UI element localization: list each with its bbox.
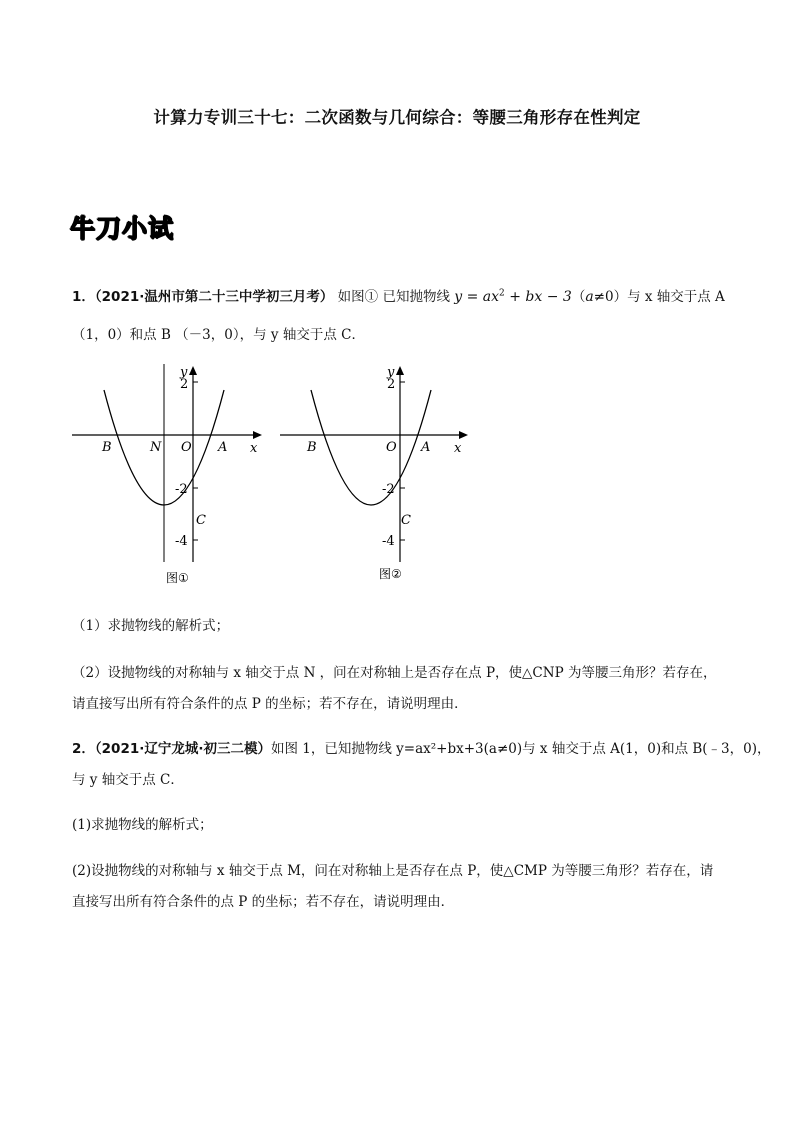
- fig1-caption: 图①: [166, 571, 189, 585]
- fig1-tick-label-2: 2: [180, 377, 189, 392]
- fig2-label-C: C: [401, 513, 411, 528]
- fig1-tick-label-m4: -4: [175, 534, 188, 549]
- q2-line2: 与 y 轴交于点 C．: [72, 772, 184, 788]
- formula-ax: ax: [482, 289, 500, 305]
- formula-eq: =: [462, 289, 483, 305]
- q1-cond-open: （: [571, 289, 586, 305]
- fig2-tick-label-m2: -2: [382, 482, 395, 497]
- fig2-caption: 图②: [379, 567, 402, 581]
- q2-source: （2021·辽宁龙城·初三二模）: [94, 741, 271, 757]
- q1-cond-rest: ≠0）与 x 轴交于点 A: [593, 289, 725, 305]
- fig2-tick-label-m4: -4: [382, 534, 395, 549]
- figure-1: [68, 362, 268, 587]
- fig1-label-y: y: [180, 365, 188, 380]
- q2-part2-a: (2)设抛物线的对称轴与 x 轴交于点 M，问在对称轴上是否存在点 P，使△CMP 为等腰三角形？若存在，请: [72, 863, 714, 879]
- q1-source: （2021·温州市第二十三中学初三月考）: [94, 289, 334, 305]
- fig2-label-x: x: [454, 441, 462, 456]
- q1-text-a: 如图① 已知抛物线: [333, 289, 455, 305]
- formula-exp: 2: [499, 288, 505, 299]
- q2-line1: [72, 737, 771, 757]
- fig2-y-arrow: [396, 366, 404, 375]
- q1-line2: （1，0）和点 B （－3，0），与 y 轴交于点 C．: [72, 327, 365, 343]
- fig1-label-B: B: [102, 440, 112, 455]
- formula-y: y: [454, 289, 463, 305]
- q2-part1: (1)求抛物线的解析式；: [72, 817, 213, 833]
- fig2-parabola: [311, 390, 431, 505]
- q2-number: 2．: [72, 741, 95, 757]
- fig1-label-N: N: [150, 440, 162, 455]
- q1-part2-a: （2）设抛物线的对称轴与 x 轴交于点 N ，问在对称轴上是否存在点 P，使△CNP 为等腰三角形？若存在，: [72, 665, 717, 681]
- fig1-label-O: O: [181, 440, 192, 455]
- fig1-y-arrow: [189, 366, 197, 375]
- q1-cond-a: a: [585, 289, 594, 305]
- fig1-label-A: A: [218, 440, 228, 455]
- fig1-label-C: C: [196, 513, 206, 528]
- q2-line1-rest: 如图 1，已知抛物线 y=ax²+bx+3(a≠0)与 x 轴交于点 A(1，0)和点 B(﹣3，0)，: [271, 741, 771, 757]
- fig2-label-A: A: [421, 440, 431, 455]
- page-title: 计算力专训三十七：二次函数与几何综合：等腰三角形存在性判定: [153, 108, 641, 127]
- q1-formula: [454, 289, 572, 305]
- q1-part1: （1）求抛物线的解析式；: [72, 618, 230, 634]
- fig1-tick-label-m2: -2: [175, 482, 188, 497]
- fig2-label-O: O: [386, 440, 397, 455]
- fig2-x-arrow: [459, 431, 468, 439]
- fig2-label-B: B: [307, 440, 317, 455]
- q1-part2-b: 请直接写出所有符合条件的点 P 的坐标；若不存在，请说明理由．: [72, 696, 468, 712]
- q1-number: 1．: [72, 289, 95, 305]
- q1-line1: [72, 285, 725, 305]
- section-heading: 牛刀小试: [70, 214, 175, 243]
- fig2-label-y: y: [387, 365, 395, 380]
- formula-rest: + bx − 3: [504, 289, 572, 305]
- figure-2: [276, 362, 476, 587]
- fig2-tick-label-2: 2: [387, 377, 396, 392]
- fig1-x-arrow: [253, 431, 262, 439]
- fig1-label-x: x: [250, 441, 258, 456]
- q2-part2-b: 直接写出所有符合条件的点 P 的坐标；若不存在，请说明理由．: [72, 894, 455, 910]
